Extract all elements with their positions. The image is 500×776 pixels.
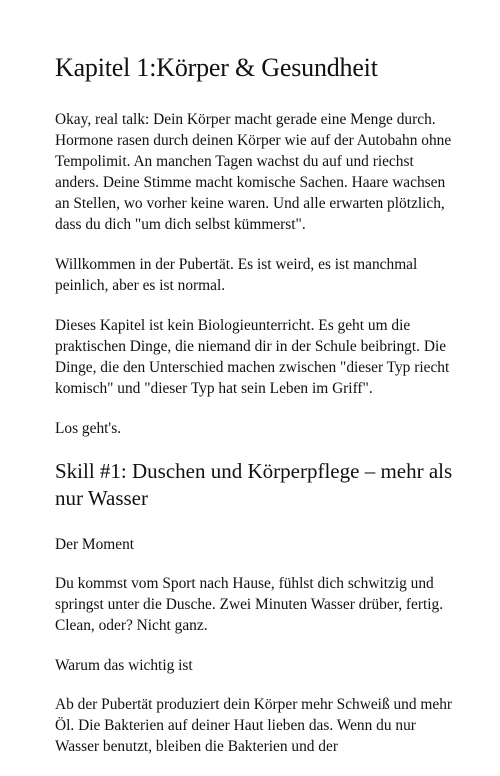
chapter-title: Kapitel 1:Körper & Gesundheit: [55, 53, 378, 82]
document-page: [55, 52, 455, 776]
skill-title: Skill #1: Duschen und Körperpflege – mehr als nur Wasser: [55, 459, 453, 510]
intro-paragraph: Okay, real talk: Dein Körper macht gerade eine Menge durch. Hormone rasen durch deinen Körper wie auf der Autobahn ohne Tempolimit. An manchen Tagen wachst du auf und riechst anders. Deine Stimme macht komische Sachen. Haare wachsen an Stellen, wo vorher keine waren. Und alle erwarten plötzlich, dass du dich "um dich selbst kümmerst".: [55, 111, 452, 233]
moment-text: Du kommst vom Sport nach Hause, fühlst dich schwitzig und springst unter die Dusche. Zwei Minuten Wasser drüber, fertig. Clean, oder? Nicht ganz.: [55, 575, 444, 634]
intro-paragraph: Dieses Kapitel ist kein Biologieunterricht. Es geht um die praktischen Dinge, die niemand dir in der Schule beibringt. Die Dinge, die den Unterschied machen zwischen "dieser Typ riecht komisch" und "dieser Typ hat sein Leben im Griff".: [55, 317, 450, 397]
intro-paragraph: Willkommen in der Pubertät. Es ist weird, es ist manchmal peinlich, aber es ist normal.: [55, 256, 418, 294]
moment-heading: Der Moment: [55, 536, 135, 553]
why-text: Ab der Pubertät produziert dein Körper mehr Schweiß und mehr Öl. Die Bakterien auf deiner Haut lieben das. Wenn du nur Wasser benutzt, bleiben die Bakterien und der: [55, 696, 453, 755]
why-heading: Warum das wichtig ist: [55, 657, 193, 674]
intro-paragraph: Los geht's.: [55, 420, 122, 437]
